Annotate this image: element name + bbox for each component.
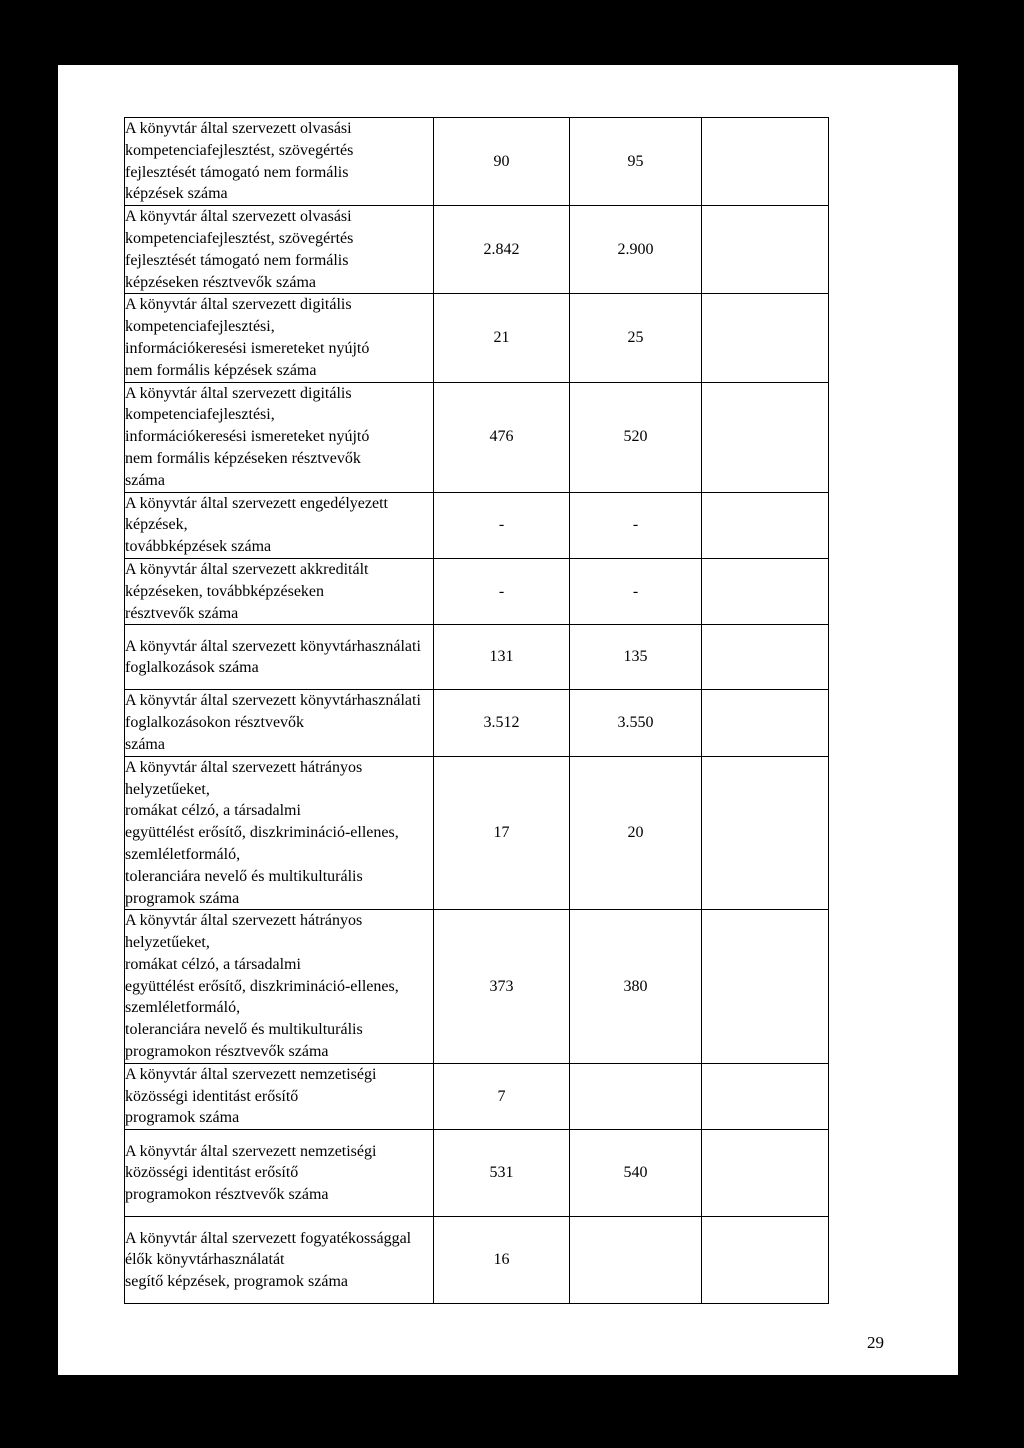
row-value-1: 17 (434, 756, 570, 910)
table-row (125, 294, 829, 382)
row-value-1: 21 (434, 294, 570, 382)
row-value-3 (702, 910, 829, 1064)
table-row (125, 382, 829, 492)
row-value-2: 520 (570, 382, 702, 492)
table-row (125, 756, 829, 910)
table-row (125, 558, 829, 624)
row-label: A könyvtár által szervezett digitális kompetenciafejlesztési, információkeresési ismereteket nyújtó nem formális képzéseken résztvevők száma (125, 382, 434, 492)
table-row (125, 625, 829, 690)
row-label: A könyvtár által szervezett akkreditált képzéseken, továbbképzéseken résztvevők száma (125, 558, 434, 624)
row-label: A könyvtár által szervezett fogyatékossággal élők könyvtárhasználatát segítő képzések, programok száma (125, 1217, 434, 1304)
row-value-1: 7 (434, 1063, 570, 1129)
row-value-1: 3.512 (434, 690, 570, 756)
row-label: A könyvtár által szervezett olvasási kompetenciafejlesztést, szövegértés fejlesztését támogató nem formális képzéseken résztvevők száma (125, 206, 434, 294)
row-value-3 (702, 1217, 829, 1304)
document-page (57, 64, 959, 1376)
row-value-2: 380 (570, 910, 702, 1064)
row-value-2 (570, 1063, 702, 1129)
row-value-2: - (570, 558, 702, 624)
row-value-2: 20 (570, 756, 702, 910)
row-value-1: - (434, 492, 570, 558)
row-value-2: - (570, 492, 702, 558)
row-value-3 (702, 118, 829, 206)
table-row (125, 492, 829, 558)
row-value-1: 131 (434, 625, 570, 690)
table-row (125, 118, 829, 206)
row-value-2: 3.550 (570, 690, 702, 756)
row-value-1: 16 (434, 1217, 570, 1304)
page-number: 29 (867, 1333, 884, 1352)
row-value-2 (570, 1217, 702, 1304)
row-value-2: 2.900 (570, 206, 702, 294)
row-label: A könyvtár által szervezett digitális kompetenciafejlesztési, információkeresési ismereteket nyújtó nem formális képzések száma (125, 294, 434, 382)
table-row (125, 910, 829, 1064)
row-value-3 (702, 625, 829, 690)
row-value-2: 135 (570, 625, 702, 690)
row-label: A könyvtár által szervezett hátrányos helyzetűeket, romákat célzó, a társadalmi együttélést erősítő, diszkrimináció-ellenes, szemléletformáló, toleranciára nevelő és multikulturális programok száma (125, 756, 434, 910)
row-value-3 (702, 294, 829, 382)
row-value-2: 95 (570, 118, 702, 206)
row-value-1: - (434, 558, 570, 624)
row-value-1: 531 (434, 1130, 570, 1217)
row-value-1: 90 (434, 118, 570, 206)
row-value-2: 540 (570, 1130, 702, 1217)
table-row (125, 1130, 829, 1217)
row-value-3 (702, 492, 829, 558)
row-value-3 (702, 1063, 829, 1129)
row-value-3 (702, 756, 829, 910)
table-row (125, 1217, 829, 1304)
row-label: A könyvtár által szervezett engedélyezett képzések, továbbképzések száma (125, 492, 434, 558)
row-label: A könyvtár által szervezett nemzetiségi közösségi identitást erősítő programok száma (125, 1063, 434, 1129)
row-value-1: 2.842 (434, 206, 570, 294)
row-value-3 (702, 690, 829, 756)
row-label: A könyvtár által szervezett könyvtárhasználati foglalkozásokon résztvevők száma (125, 690, 434, 756)
row-label: A könyvtár által szervezett hátrányos helyzetűeket, romákat célzó, a társadalmi együttélést erősítő, diszkrimináció-ellenes, szemléletformáló, toleranciára nevelő és multikulturális programokon résztvevők száma (125, 910, 434, 1064)
statistics-table (124, 117, 829, 1304)
row-value-3 (702, 206, 829, 294)
table-row (125, 206, 829, 294)
row-value-1: 476 (434, 382, 570, 492)
row-label: A könyvtár által szervezett könyvtárhasználati foglalkozások száma (125, 625, 434, 690)
row-value-3 (702, 558, 829, 624)
row-value-3 (702, 1130, 829, 1217)
row-label: A könyvtár által szervezett nemzetiségi közösségi identitást erősítő programokon résztvevők száma (125, 1130, 434, 1217)
row-value-1: 373 (434, 910, 570, 1064)
table-row (125, 690, 829, 756)
row-value-3 (702, 382, 829, 492)
row-label: A könyvtár által szervezett olvasási kompetenciafejlesztést, szövegértés fejlesztését támogató nem formális képzések száma (125, 118, 434, 206)
table-row (125, 1063, 829, 1129)
row-value-2: 25 (570, 294, 702, 382)
